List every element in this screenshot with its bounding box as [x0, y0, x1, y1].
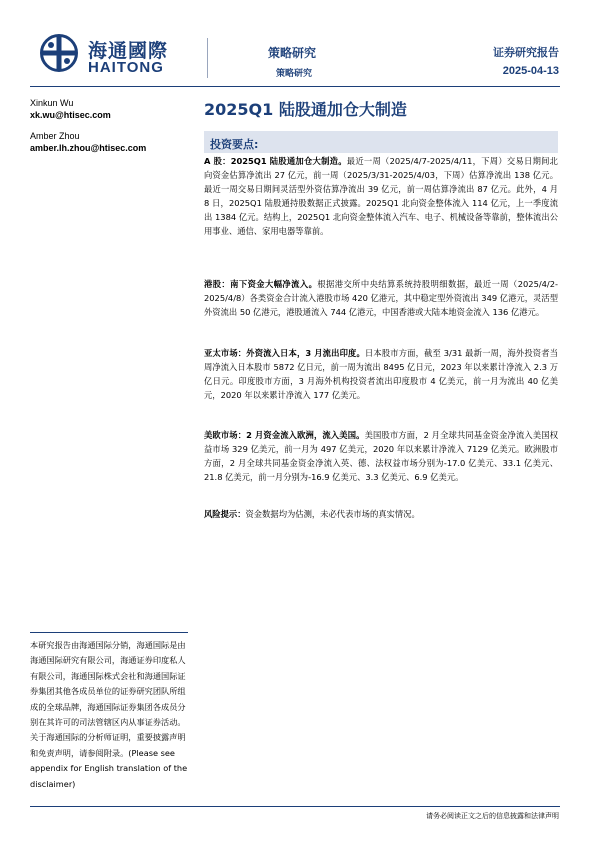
paragraph-a-share — [204, 155, 558, 238]
paragraph-body: 根据港交所中央结算系统持股明细数据，最近一周（2025/4/2-2025/4/8）各类资金合计流入港股市场 420 亿港元，其中稳定型外资流出 349 亿港元，灵活型外资流出 50 亿港元，港股通流入 744 亿港元，中国香港或大陆本地资金流入 136 亿港元。 — [204, 279, 558, 317]
paragraph-asia-pacific — [204, 347, 558, 403]
report-title: 2025Q1 陆股通加仓大制造 — [204, 100, 407, 119]
author-name: Xinkun Wu — [30, 98, 74, 108]
footer-notice: 请务必阅读正文之后的信息披露和法律声明 — [426, 812, 559, 820]
report-category: 策略研究 — [268, 46, 317, 60]
author-name: Amber Zhou — [30, 131, 80, 141]
paragraph-body: 最近一周（2025/4/7-2025/4/11，下周）交易日期间北向资金估算净流出 27 亿元，前一周（2025/3/31-2025/4/03，下周）估算净流出 138 亿元。最近一周交易日期间灵活型外资估算净流出 39 亿元，前一周估算净流出 87 亿元。此外，4 月 8 日，2025Q1 陆股通持股数据正式披露。2025Q1 北向资金整体流入 114 亿元，上一季度流出 1384 亿元。结构上，2025Q1 北向资金整体流入汽车、电子、机械设备等靠前，整体流出公用事业、通信、家用电器等靠前。 — [204, 156, 558, 236]
author-email[interactable]: amber.lh.zhou@htisec.com — [30, 143, 147, 153]
paragraph-risk — [204, 508, 558, 522]
header-rule — [30, 86, 560, 87]
report-date: 2025-04-13 — [502, 65, 559, 77]
paragraph-lead: 美欧市场：2 月资金流入欧洲，流入美国。 — [204, 430, 365, 440]
footer-rule — [30, 806, 560, 807]
logo-chinese-name: 海通國際 — [88, 40, 169, 62]
paragraph-lead: 港股：南下资金大幅净流入。 — [204, 279, 318, 289]
paragraph-lead: A 股：2025Q1 陆股通加仓大制造。 — [204, 156, 347, 166]
paragraph-body: 美国股市方面，2 月全球共同基金资金净流入美国权益市场 329 亿美元，前一月为 497 亿美元，2020 年以来累计净流入 7129 亿美元。欧洲股市方面，2 月全球共同基金资金净流入英、德、法权益市场分别为-17.0 亿美元、33.1 亿美元、21.8 亿美元，前一月分别为-16.9 亿美元、3.3 亿美元、6.9 亿美元。 — [204, 430, 558, 482]
author-email[interactable]: xk.wu@htisec.com — [30, 110, 111, 120]
haitong-logo-icon — [40, 34, 78, 72]
header-divider — [207, 38, 208, 78]
paragraph-hk-share — [204, 278, 558, 320]
report-type: 证券研究报告 — [493, 46, 559, 59]
paragraph-us-europe — [204, 429, 558, 485]
paragraph-lead: 风险提示： — [204, 509, 246, 519]
disclaimer-text: 本研究报告由海通国际分销，海通国际是由海通国际研究有限公司，海通证券印度私人有限公司，海通国际株式会社和海通国际证券集团其他各成员单位的证券研究团队所组成的全球品牌，海通国际证券集团各成员分别在其许可的司法管辖区内从事证券活动。关于海通国际的分析师证明，重要披露声明和免责声明，请参阅附录。(Please see appendix for English translation of the disclaimer) — [30, 640, 188, 789]
paragraph-body: 日本股市方面，截至 3/31 最新一周，海外投资者当周净流入日本股市 5872 亿日元，前一周为流出 8495 亿日元，2023 年以来累计净流入 2.3 万亿日元。印度股市方面，3 月海外机构投资者流出印度股市 4 亿美元，前一月为流出 40 亿美元，2020 年以来累计净流入 177 亿美元。 — [204, 348, 558, 400]
paragraph-lead: 亚太市场：外资流入日本，3 月流出印度。 — [204, 348, 365, 358]
paragraph-body: 资金数据均为估测，未必代表市场的真实情况。 — [245, 509, 420, 519]
disclaimer-rule — [30, 632, 188, 633]
report-subcategory: 策略研究 — [276, 69, 313, 79]
logo-english-name: HAITONG — [88, 59, 164, 76]
key-points-label: 投资要点: — [210, 138, 259, 151]
